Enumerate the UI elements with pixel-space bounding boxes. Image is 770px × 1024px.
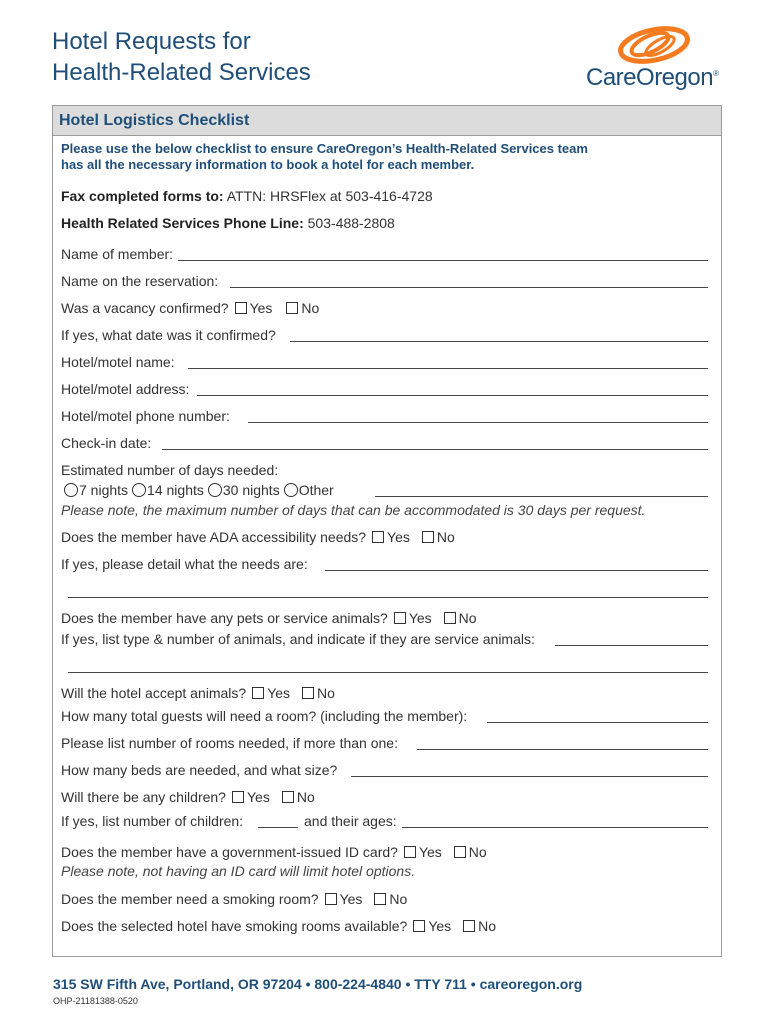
children-question: Will there be any children? Yes No: [61, 789, 315, 805]
member-name-label: Name of member:: [61, 246, 174, 262]
days-30-radio[interactable]: [208, 483, 222, 497]
ada-detail-field[interactable]: [325, 570, 708, 571]
days-7-radio[interactable]: [64, 483, 78, 497]
pets-question: Does the member have any pets or service animals? Yes No: [61, 610, 477, 626]
careoregon-logo: [584, 22, 724, 96]
title-line-2: Health-Related Services: [52, 59, 311, 86]
vacancy-no-checkbox[interactable]: [286, 302, 298, 314]
smoking-room-yes-checkbox[interactable]: [325, 893, 337, 905]
children-ages-field[interactable]: [402, 827, 708, 828]
vacancy-question: Was a vacancy confirmed? Yes No: [61, 300, 320, 316]
smoking-available-question: Does the selected hotel have smoking rooms available? Yes No: [61, 918, 497, 934]
accept-animals-question: Will the hotel accept animals? Yes No: [61, 685, 335, 701]
hotel-phone-label: Hotel/motel phone number:: [61, 408, 230, 424]
beds-field[interactable]: [351, 776, 708, 777]
member-name-field[interactable]: [178, 260, 708, 261]
days-14-radio[interactable]: [132, 483, 146, 497]
pets-no-checkbox[interactable]: [444, 612, 456, 624]
children-yes-checkbox[interactable]: [232, 791, 244, 803]
pets-detail-label: If yes, list type & number of animals, and indicate if they are service animals:: [61, 631, 535, 647]
intro-text: Please use the below checklist to ensure CareOregon’s Health-Related Services team has all the necessary information to book a hotel for each member.: [61, 141, 588, 172]
smoking-room-no-checkbox[interactable]: [374, 893, 386, 905]
vacancy-yes-checkbox[interactable]: [235, 302, 247, 314]
page-title: [52, 26, 311, 88]
checkin-field[interactable]: [162, 449, 708, 450]
days-other-radio[interactable]: [284, 483, 298, 497]
days-needed-label: Estimated number of days needed:: [61, 462, 279, 478]
id-note: Please note, not having an ID card will limit hotel options.: [61, 863, 416, 879]
smoking-available-no-checkbox[interactable]: [463, 920, 475, 932]
children-no-checkbox[interactable]: [282, 791, 294, 803]
reservation-name-field[interactable]: [230, 287, 708, 288]
children-ages-label: and their ages:: [304, 813, 397, 829]
confirm-date-field[interactable]: [290, 341, 708, 342]
accept-animals-no-checkbox[interactable]: [302, 687, 314, 699]
ada-detail-label: If yes, please detail what the needs are:: [61, 556, 308, 572]
pets-detail-field-2[interactable]: [68, 672, 708, 673]
hotel-name-field[interactable]: [188, 368, 708, 369]
pets-yes-checkbox[interactable]: [394, 612, 406, 624]
fax-line: Fax completed forms to: ATTN: HRSFlex at 503-416-4728: [61, 188, 433, 204]
confirm-date-label: If yes, what date was it confirmed?: [61, 327, 276, 343]
phone-line: Health Related Services Phone Line: 503-488-2808: [61, 215, 395, 231]
pets-detail-field[interactable]: [555, 645, 708, 646]
max-days-note: Please note, the maximum number of days that can be accommodated is 30 days per request.: [61, 502, 646, 518]
footer-contact: 315 SW Fifth Ave, Portland, OR 97204 • 800-224-4840 • TTY 711 • careoregon.org: [53, 976, 583, 992]
children-count-field[interactable]: [258, 827, 298, 828]
checkin-label: Check-in date:: [61, 435, 152, 451]
gov-id-question: Does the member have a government-issued ID card? Yes No: [61, 844, 487, 860]
hotel-phone-field[interactable]: [248, 422, 708, 423]
title-line-1: Hotel Requests for: [52, 28, 251, 55]
ada-detail-field-2[interactable]: [68, 597, 708, 598]
ada-question: Does the member have ADA accessibility needs? Yes No: [61, 529, 455, 545]
section-title: Hotel Logistics Checklist: [53, 106, 721, 136]
gov-id-no-checkbox[interactable]: [454, 846, 466, 858]
days-options: 7 nights 14 nights 30 nights Other: [62, 481, 334, 499]
ada-yes-checkbox[interactable]: [372, 531, 384, 543]
careoregon-swirl-icon: [614, 24, 694, 66]
smoking-room-question: Does the member need a smoking room? Yes No: [61, 891, 408, 907]
reservation-name-label: Name on the reservation:: [61, 273, 219, 289]
smoking-available-yes-checkbox[interactable]: [413, 920, 425, 932]
hotel-address-label: Hotel/motel address:: [61, 381, 190, 397]
hotel-address-field[interactable]: [197, 395, 708, 396]
total-guests-label: How many total guests will need a room? (including the member):: [61, 708, 468, 724]
form-code: OHP-21181388-0520: [53, 996, 138, 1006]
total-guests-field[interactable]: [487, 722, 708, 723]
gov-id-yes-checkbox[interactable]: [404, 846, 416, 858]
logo-wordmark: CareOregon®: [586, 64, 719, 91]
hotel-name-label: Hotel/motel name:: [61, 354, 175, 370]
days-other-field[interactable]: [375, 496, 708, 497]
beds-label: How many beds are needed, and what size?: [61, 762, 338, 778]
rooms-label: Please list number of rooms needed, if more than one:: [61, 735, 398, 751]
rooms-field[interactable]: [417, 749, 708, 750]
ada-no-checkbox[interactable]: [422, 531, 434, 543]
accept-animals-yes-checkbox[interactable]: [252, 687, 264, 699]
children-count-label: If yes, list number of children:: [61, 813, 244, 829]
